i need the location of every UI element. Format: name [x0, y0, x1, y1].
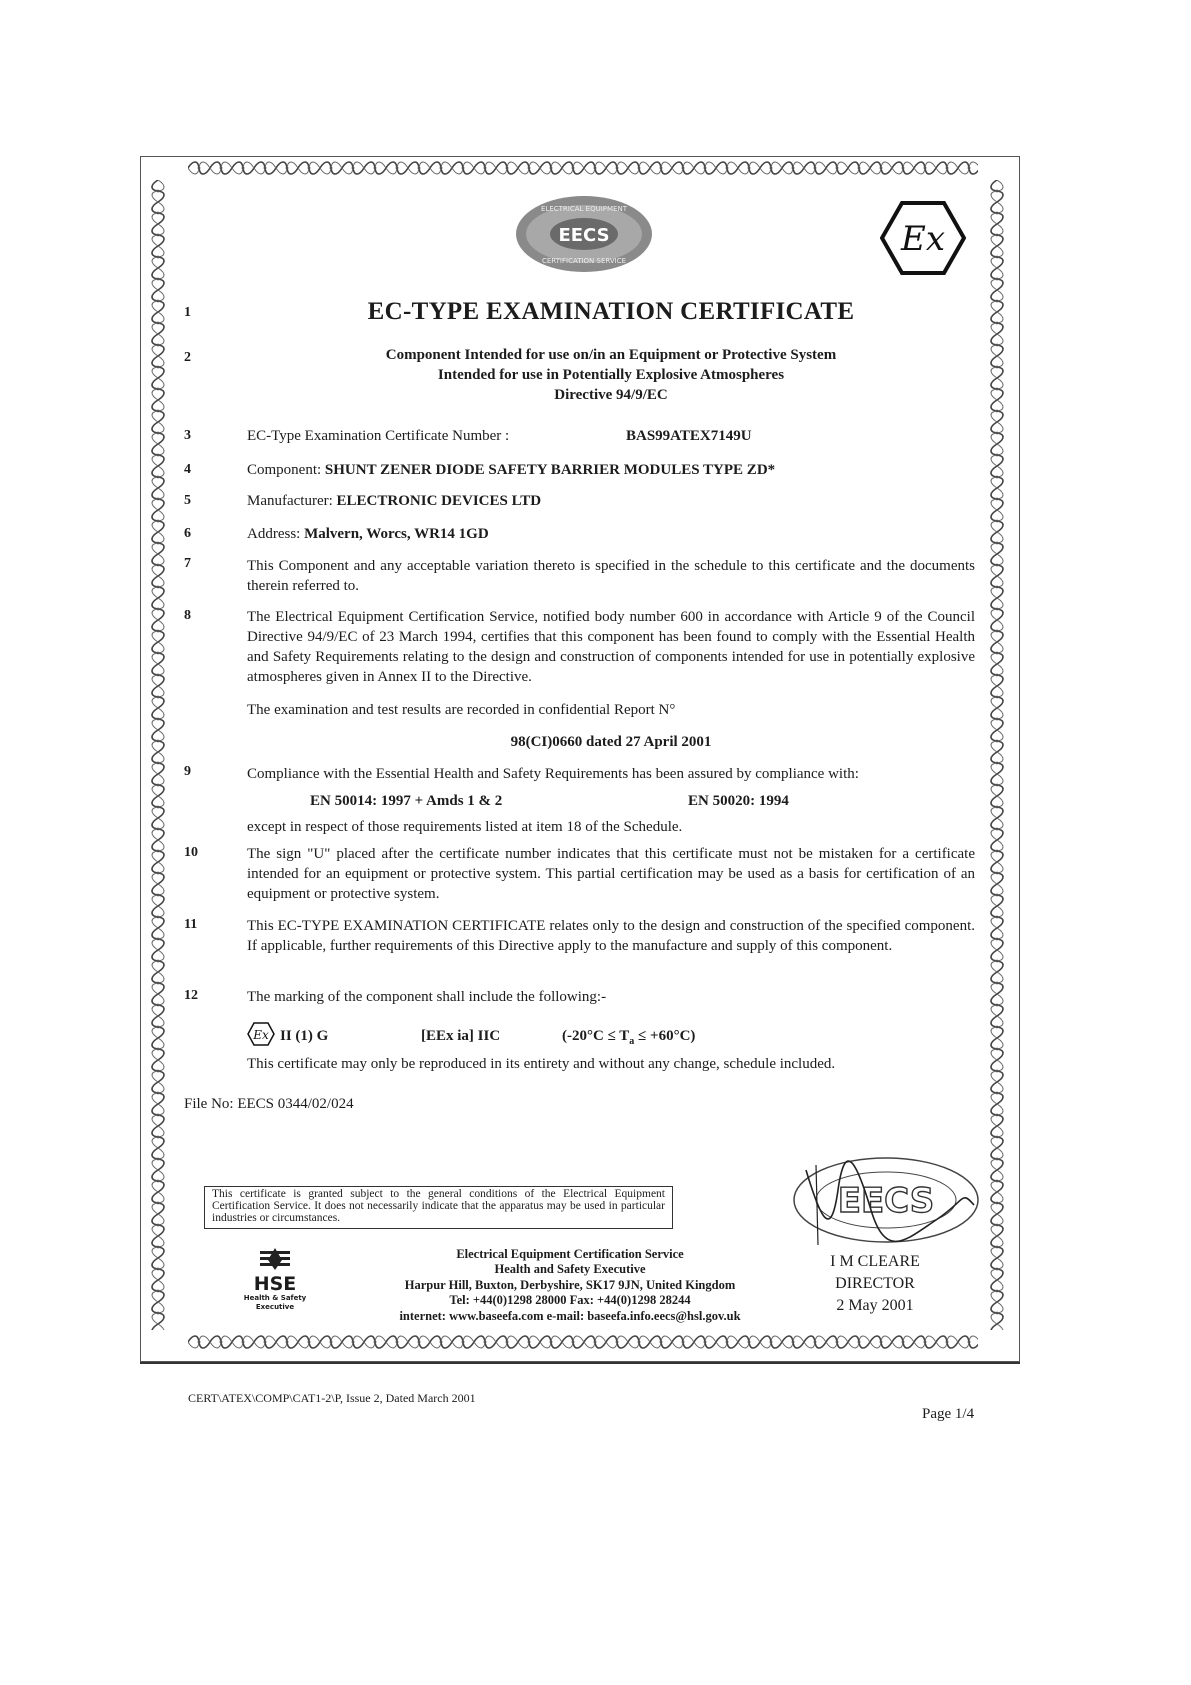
ex-mark-text: Ex [901, 219, 945, 259]
standard-en50020: EN 50020: 1994 [688, 793, 789, 809]
hse-logo-sub2: Executive [255, 1303, 295, 1311]
item-number: 7 [184, 556, 191, 571]
rope-border-right [987, 180, 1007, 1330]
report-number: 98(CI)0660 dated 27 April 2001 [510, 734, 712, 750]
issuer-line-3: Harpur Hill, Buxton, Derbyshire, SK17 9JN, United Kingdom [404, 1278, 736, 1292]
marking-group: II (1) G [280, 1028, 329, 1044]
manufacturer-label: Manufacturer: [247, 493, 333, 509]
item-number: 3 [184, 428, 191, 443]
item-number: 10 [184, 845, 198, 860]
ex-marking-text: Ex [253, 1028, 269, 1042]
ex-hexagon-icon [880, 200, 966, 276]
eecs-stamp [786, 1150, 982, 1250]
hse-logo-text: HSE [253, 1273, 297, 1295]
item-number: 6 [184, 526, 191, 541]
signatory-name: I M CLEARE [830, 1253, 920, 1270]
rope-border-top [188, 158, 978, 178]
rope-border-left [148, 180, 168, 1330]
hse-emblem-icon [258, 1248, 292, 1272]
item-11-text: This EC-TYPE EXAMINATION CERTIFICATE relates only to the design and construction of the specified component. If applicable, further requirements of this Directive apply to the manufacture and supply of this component. [247, 918, 975, 954]
cert-number-label: EC-Type Examination Certificate Number : [247, 428, 510, 444]
issuer-line-5: internet: www.baseefa.com e-mail: baseefa.info.eecs@hsl.gov.uk [399, 1309, 741, 1323]
subtitle-line-3: Directive 94/9/EC [554, 387, 668, 403]
page-number: Page 1/4 [922, 1406, 975, 1422]
conditions-notice: This certificate is granted subject to the general conditions of the Electrical Equipment Certification Service. It does not necessarily indicate that the apparatus may be used in particular industries or circumstances. [204, 1186, 673, 1229]
document-reference: CERT\ATEX\COMP\CAT1-2\P, Issue 2, Dated March 2001 [188, 1391, 476, 1405]
item-number: 5 [184, 493, 191, 508]
address-row [247, 526, 489, 543]
address-value: Malvern, Worcs, WR14 1GD [304, 526, 489, 542]
item-number: 1 [184, 305, 191, 320]
cert-number-value: BAS99ATEX7149U [626, 428, 752, 444]
item-9-text: Compliance with the Essential Health and Safety Requirements has been assured by compliance with: [247, 766, 859, 782]
issuer-line-2: Health and Safety Executive [494, 1262, 646, 1276]
signatory-date: 2 May 2001 [836, 1297, 914, 1314]
item-10-text: The sign "U" placed after the certificate number indicates that this certificate must not be mistaken for a certificate intended for an equipment or protective system. This partial certification may be used as a basis for certification of an equipment or protective system. [247, 846, 975, 902]
marking-protection: [EEx ia] IIC [421, 1028, 501, 1044]
issuer-line-1: Electrical Equipment Certification Service [456, 1247, 684, 1261]
marking-temp-start: (-20°C ≤ T [562, 1028, 630, 1044]
eecs-logo-text: EECS [558, 225, 610, 246]
hse-logo [240, 1248, 310, 1318]
hse-logo-sub1: Health & Safety [243, 1294, 307, 1302]
ex-marking-icon [247, 1022, 275, 1046]
subtitle-line-1: Component Intended for use on/in an Equipment or Protective System [385, 347, 837, 363]
report-intro: The examination and test results are recorded in confidential Report N° [247, 702, 676, 718]
item-number: 9 [184, 764, 191, 779]
eecs-ring-bottom-text: CERTIFICATION SERVICE [541, 257, 627, 265]
signatory-title: DIRECTOR [835, 1275, 915, 1292]
certificate-title: EC-TYPE EXAMINATION CERTIFICATE [367, 298, 855, 325]
rope-border-bottom [188, 1332, 978, 1352]
standard-en50014: EN 50014: 1997 + Amds 1 & 2 [310, 793, 503, 809]
marking-temp-sub: a [629, 1036, 635, 1047]
component-label: Component: [247, 462, 322, 478]
item-12-text: The marking of the component shall include the following:- [247, 989, 607, 1005]
item-number: 12 [184, 988, 198, 1003]
manufacturer-row [247, 493, 541, 510]
marking-temp-end: ≤ +60°C) [634, 1028, 696, 1044]
stamp-text: EECS [837, 1181, 935, 1221]
item-7-text: This Component and any acceptable variation thereto is specified in the schedule to this certificate and the documents therein referred to. [247, 558, 975, 594]
manufacturer-value: ELECTRONIC DEVICES LTD [336, 493, 542, 509]
item-number: 2 [184, 350, 191, 365]
eecs-ring-top-text: ELECTRICAL EQUIPMENT [541, 205, 627, 213]
item-number: 11 [184, 917, 198, 932]
eecs-logo [514, 194, 654, 274]
issuer-line-4: Tel: +44(0)1298 28000 Fax: +44(0)1298 28244 [449, 1293, 691, 1307]
marking-temperature [562, 1028, 695, 1050]
item-number: 8 [184, 608, 191, 623]
item-8-text: The Electrical Equipment Certification Service, notified body number 600 in accordance with Article 9 of the Council Directive 94/9/EC of 23 March 1994, certifies that this component has been found to comply with the Essential Health and Safety Requirements relating to the design and construction of components intended for use in potentially explosive atmospheres given in Annex II to the Directive. [247, 609, 975, 685]
component-row [247, 462, 775, 479]
item-number: 4 [184, 462, 191, 477]
file-number: File No: EECS 0344/02/024 [184, 1096, 354, 1112]
footer-divider [140, 1362, 1020, 1364]
address-label: Address: [247, 526, 301, 542]
except-text: except in respect of those requirements listed at item 18 of the Schedule. [247, 819, 683, 835]
component-value: SHUNT ZENER DIODE SAFETY BARRIER MODULES TYPE ZD* [324, 462, 776, 478]
subtitle-line-2: Intended for use in Potentially Explosive Atmospheres [437, 367, 785, 383]
reproduce-note: This certificate may only be reproduced in its entirety and without any change, schedule included. [247, 1056, 836, 1072]
